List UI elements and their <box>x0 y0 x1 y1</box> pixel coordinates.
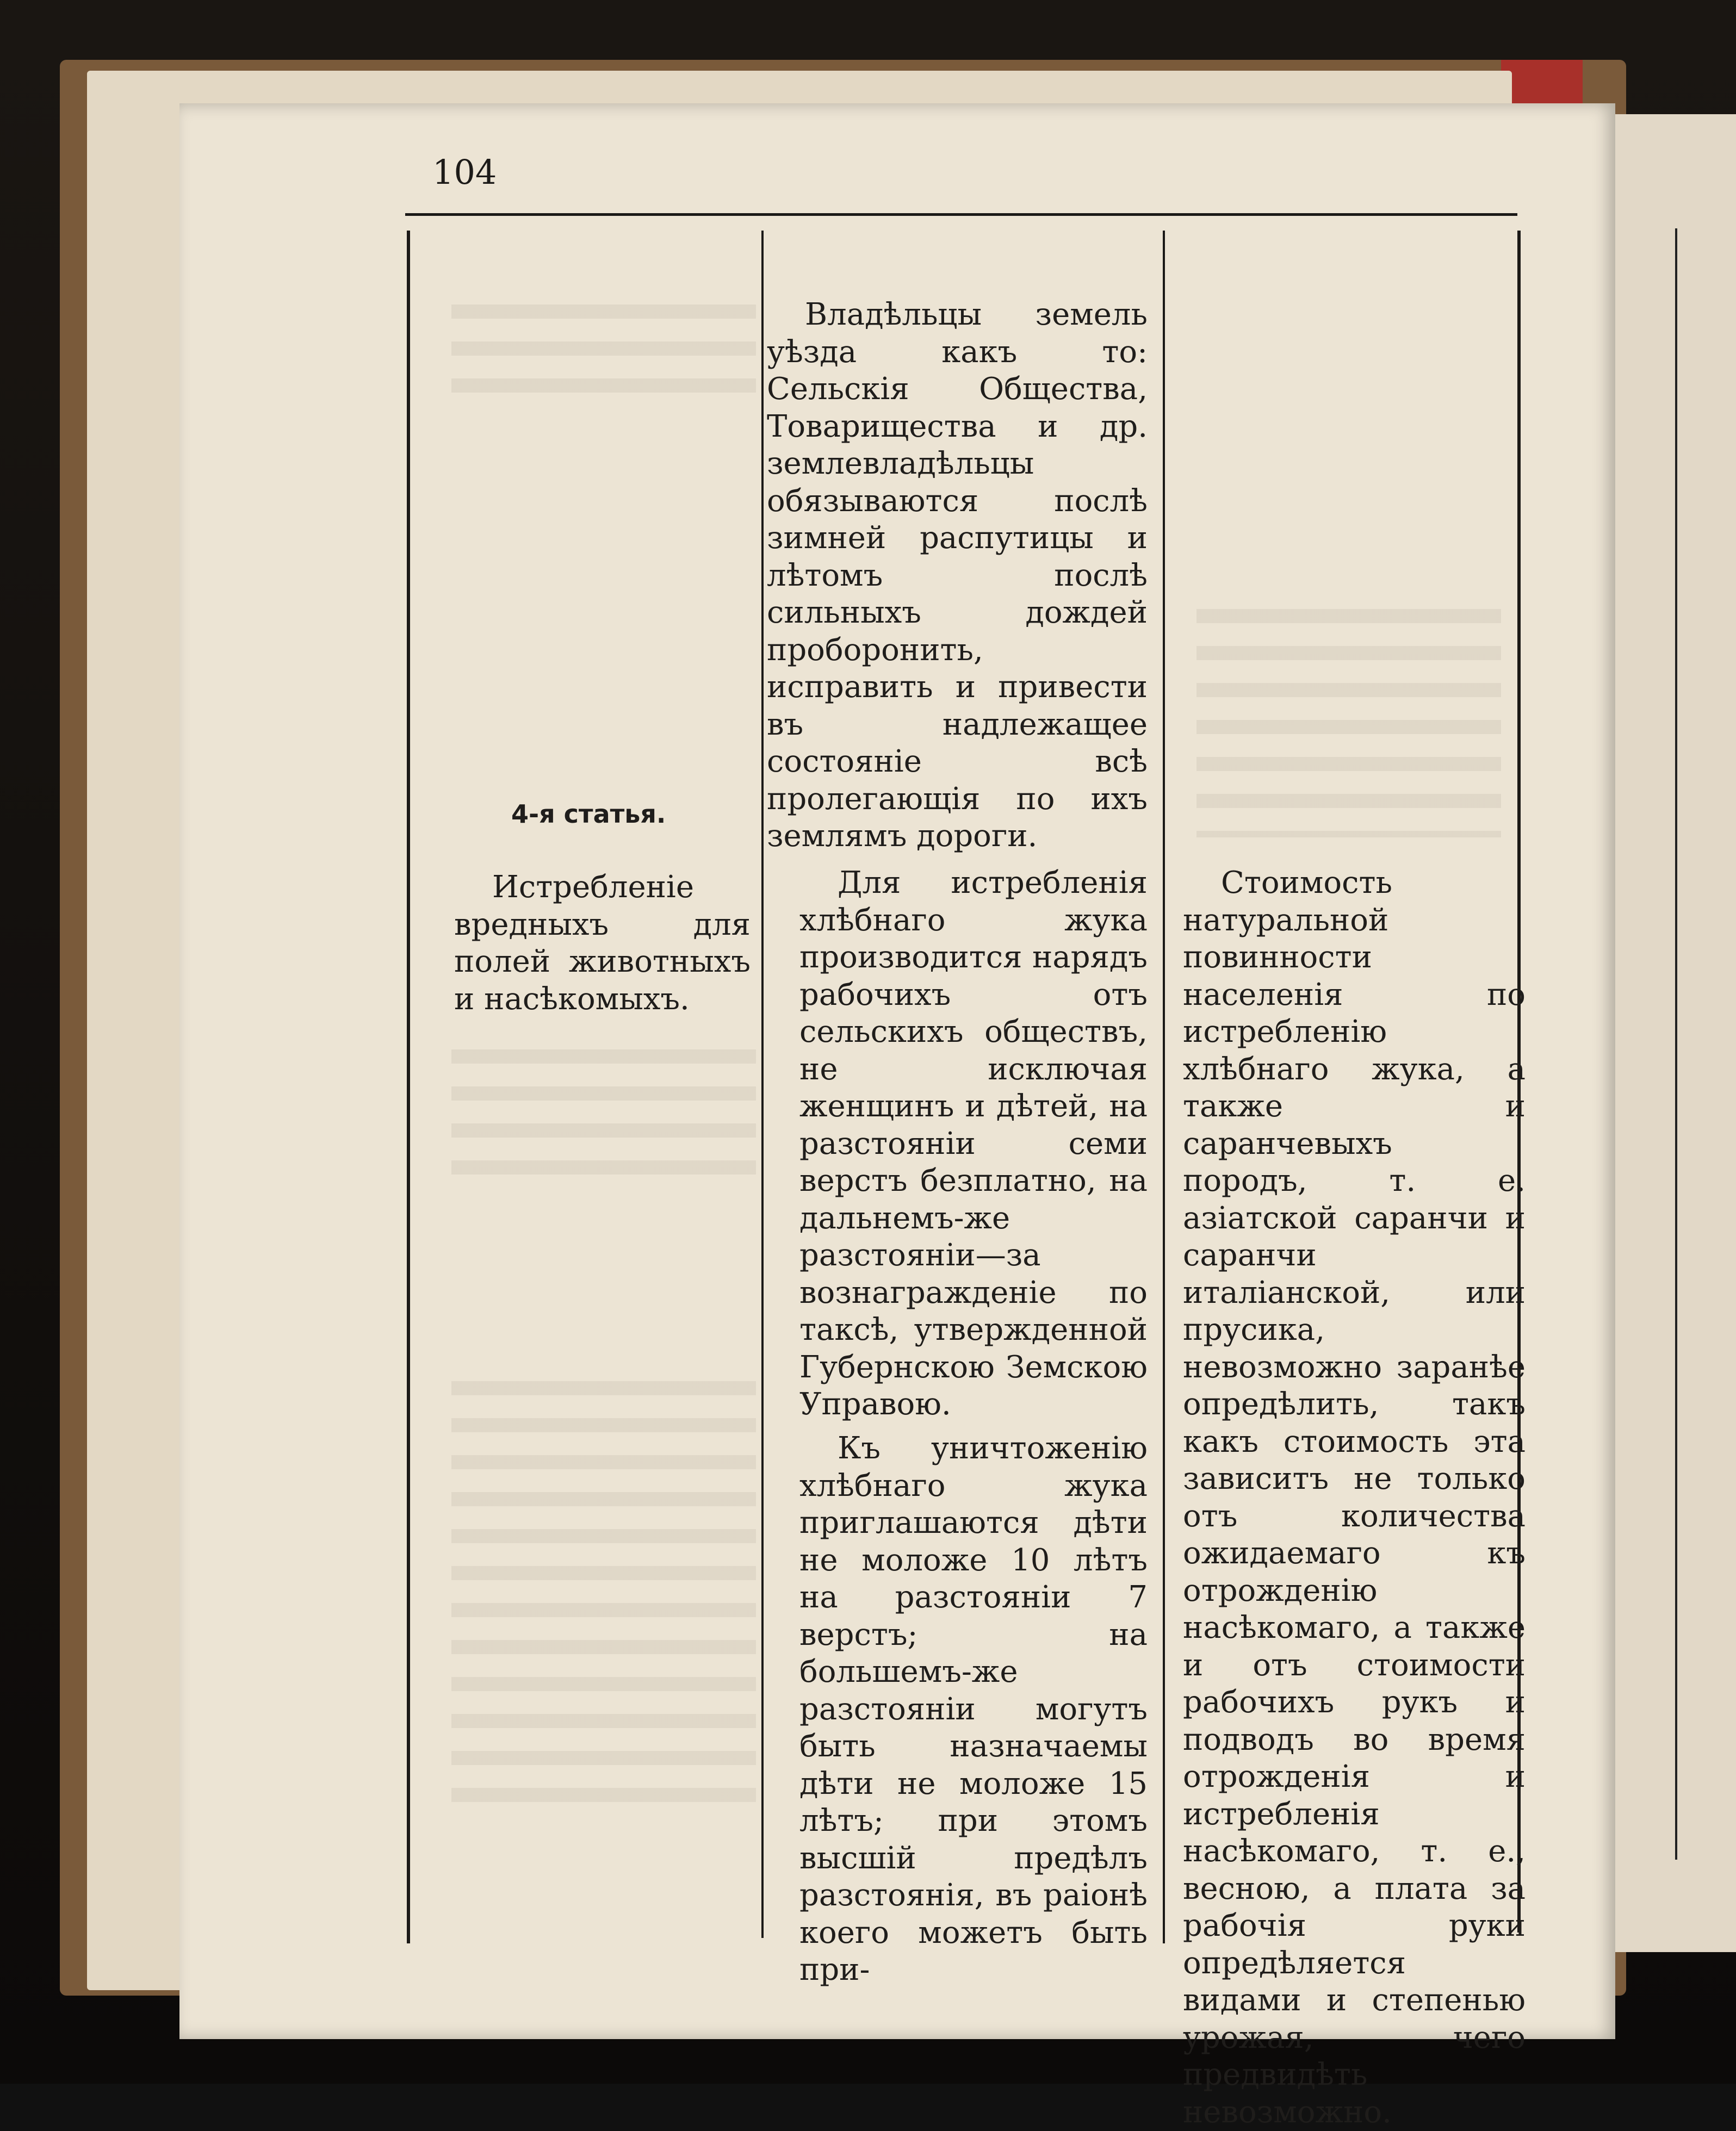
col2-paragraph-3 <box>799 1430 1148 1989</box>
col2-paragraph-2 <box>799 865 1148 1424</box>
table-left-rule <box>407 231 410 1943</box>
facing-page-rule <box>1675 228 1677 1860</box>
col1-topic-text: Истребленіе вредныхъ для полей животныхъ и насѣкомыхъ. <box>454 869 751 1017</box>
bleed-through-texture <box>1196 609 1501 837</box>
table-col-divider-2 <box>1163 231 1165 1943</box>
table-top-rule <box>405 213 1517 216</box>
bleed-through-texture <box>451 305 756 413</box>
page-number: 104 <box>432 152 497 192</box>
bleed-through-texture <box>451 1381 756 1816</box>
article-heading: 4-я статья. <box>511 799 666 829</box>
col2-para1-text: Владѣльцы земель уѣзда какъ то: Сельскія Общества, Товарищества и др. землевладѣльцы обязываются послѣ зимней распутицы и лѣтомъ послѣ сильныхъ дождей проборонить, исправить и привести въ надлежащее состояніе всѣ пролегающія по ихъ землямъ дороги. <box>767 297 1148 854</box>
col2-paragraph-1 <box>767 296 1148 855</box>
col1-topic-cell <box>454 869 751 1018</box>
bleed-through-texture <box>451 1049 756 1191</box>
col2-para3-text: Къ уничтоженію хлѣбнаго жука приглашаются дѣти не моложе 10 лѣтъ на разстояніи 7 верстъ; на большемъ-же разстояніи могутъ быть назначаемы дѣти не моложе 15 лѣтъ; при этомъ высшій предѣлъ разстоянія, въ раіонѣ коего можетъ быть при- <box>799 1431 1148 1987</box>
col3-paragraph-1 <box>1183 865 1526 2131</box>
table-col-divider-1 <box>761 231 764 1938</box>
col3-para1-text: Стоимость натуральной повинности населенія по истребленію хлѣбнаго жука, а также и саранчевыхъ породъ, т. е. азіатской саранчи и саранчи италіанской, или прусика, невозможно заранѣе опредѣлить, такъ какъ стоимость эта зависитъ не только отъ количества ожидаемаго къ отрожденію насѣкомаго, а также и отъ стоимости рабочихъ рукъ и подводъ во время отрожденія и истребленія насѣкомаго, т. е., весною, а плата за рабочія руки опредѣляется видами и степенью урожая, чего предвидѣть невозможно. <box>1183 865 1526 2130</box>
col2-para2-text: Для истребленія хлѣбнаго жука производится нарядъ рабочихъ отъ сельскихъ обществъ, не исключая женщинъ и дѣтей, на разстояніи семи верстъ безплатно, на дальнемъ-же разстояніи—за вознагражденіе по таксѣ, утвержденной Губернскою Земскою Управою. <box>799 865 1148 1422</box>
